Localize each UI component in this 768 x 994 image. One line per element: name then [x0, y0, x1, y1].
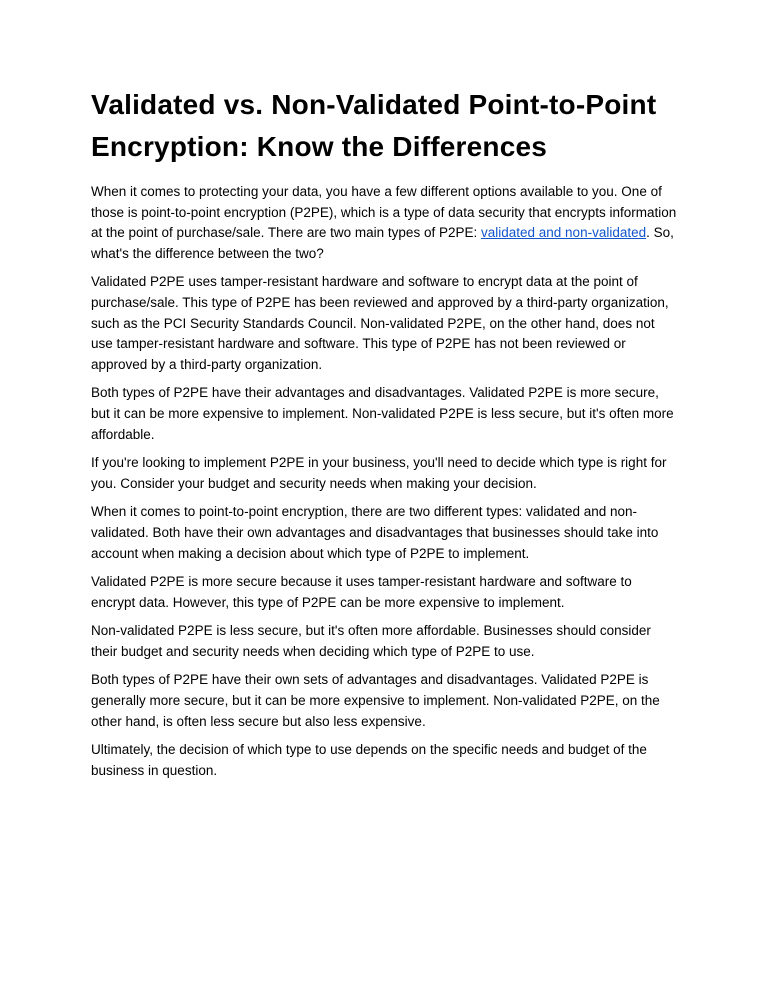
paragraph-intro-text-before-link: When it comes to protecting your data, you have a few different options available to you. One of those is point-to-point encryption (P2PE), which is a type of data security that encrypts information at the point of purchase/sale. There are two main types of P2PE:: [91, 184, 677, 241]
paragraph-nonvalidated-less-secure: Non-validated P2PE is less secure, but it's often more affordable. Businesses should consider their budget and security needs when deciding which type of P2PE to use.: [91, 623, 651, 659]
paragraph-intro: [91, 182, 679, 264]
paragraph-implement-decision: If you're looking to implement P2PE in your business, you'll need to decide which type is right for you. Consider your budget and security needs when making your decision.: [91, 455, 667, 491]
paragraph-validated-overview: Validated P2PE uses tamper-resistant hardware and software to encrypt data at the point of purchase/sale. This type of P2PE has been reviewed and approved by a third-party organization, such as the PCI Security Standards Council. Non-validated P2PE, on the other hand, does not use tamper-resistant hardware and software. This type of P2PE has not been reviewed or approved by a third-party organization.: [91, 274, 669, 372]
page-title: Validated vs. Non-Validated Point-to-Point Encryption: Know the Differences: [91, 89, 657, 162]
paragraph-validated-more-secure: Validated P2PE is more secure because it uses tamper-resistant hardware and software to encrypt data. However, this type of P2PE can be more expensive to implement.: [91, 574, 632, 610]
document-content: [91, 84, 679, 789]
validated-and-non-validated-link[interactable]: validated and non-validated: [480, 225, 647, 241]
paragraph-conclusion: Ultimately, the decision of which type to use depends on the specific needs and budget of the business in question.: [91, 742, 647, 778]
paragraph-advantages-disadvantages: Both types of P2PE have their advantages and disadvantages. Validated P2PE is more secure, but it can be more expensive to implement. Non-validated P2PE is less secure, but it's often more affordable.: [91, 385, 674, 442]
paragraph-both-types-sets: Both types of P2PE have their own sets of advantages and disadvantages. Validated P2PE is generally more secure, but it can be more expensive to implement. Non-validated P2PE, on the other hand, is often less secure but also less expensive.: [91, 672, 660, 729]
paragraph-intro-text-after-link: . So, what's the difference between the two?: [91, 225, 674, 261]
paragraph-two-types: When it comes to point-to-point encryption, there are two different types: validated and non-validated. Both have their own advantages and disadvantages that businesses should take into account when making a decision about which type of P2PE to implement.: [91, 504, 659, 561]
